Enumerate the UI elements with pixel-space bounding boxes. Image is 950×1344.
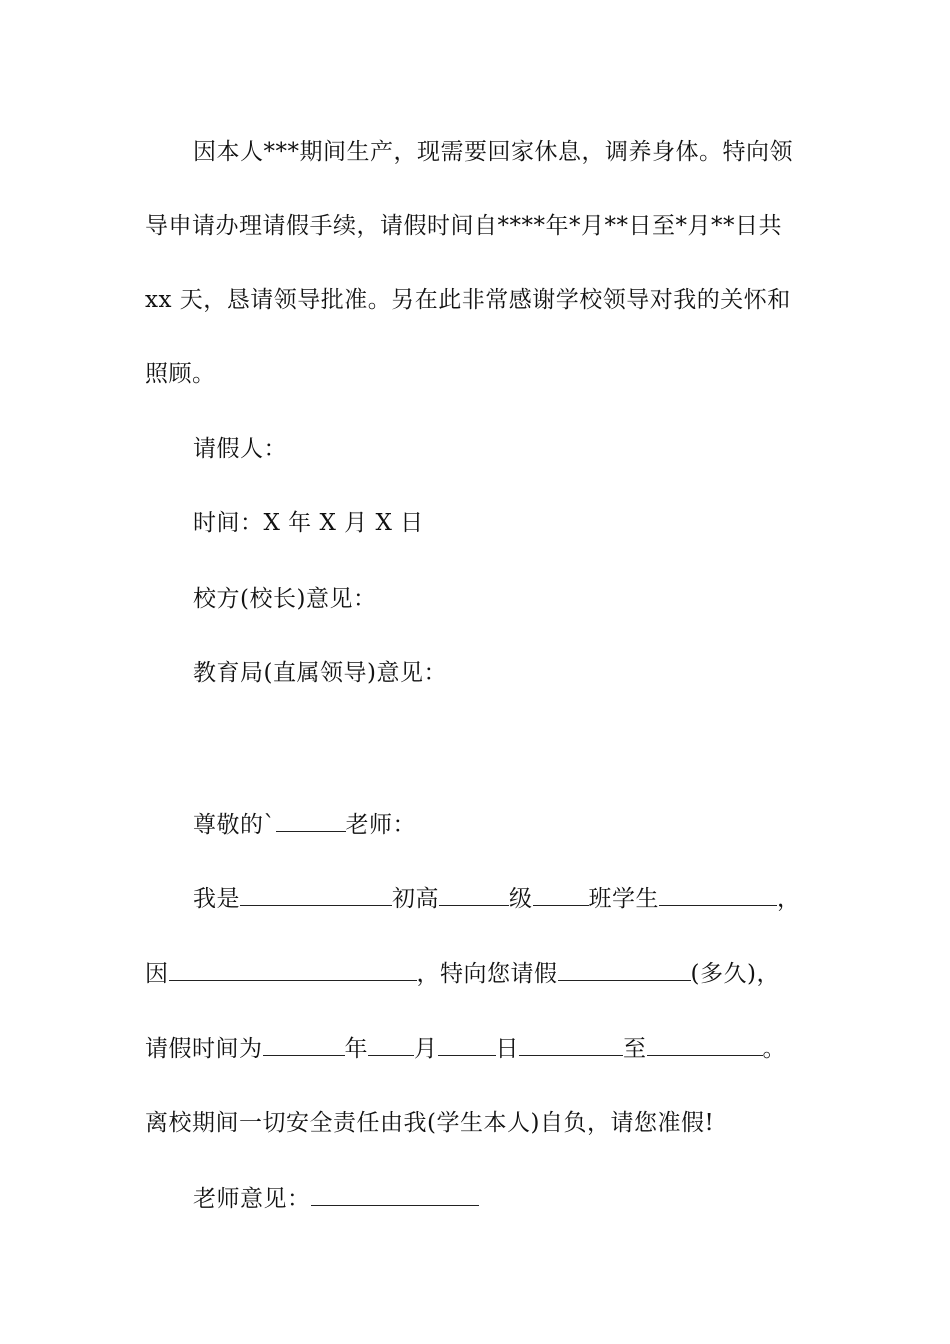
school-opinion-label: 校方(校长)意见： — [193, 586, 377, 612]
salutation-suffix: 老师： — [345, 812, 416, 838]
leave-time-line — [145, 1033, 815, 1064]
text-segment: 因 — [145, 961, 169, 987]
text-segment: 我是 — [193, 886, 240, 912]
text-segment: ， — [777, 886, 801, 912]
student-name-blank[interactable] — [659, 883, 777, 906]
text-segment: 班学生 — [588, 886, 659, 912]
class-blank[interactable] — [533, 883, 589, 906]
end-blank[interactable] — [647, 1033, 763, 1056]
grade-blank[interactable] — [439, 883, 509, 906]
text-segment: (多久)， — [690, 961, 780, 987]
date-line: 时间：X 年 X 月 X 日 — [193, 510, 424, 536]
school-name-blank[interactable] — [240, 883, 392, 906]
text-segment: 月 — [414, 1036, 438, 1062]
duration-blank[interactable] — [558, 958, 691, 981]
teacher-opinion-blank[interactable] — [311, 1183, 479, 1206]
teacher-opinion-label: 老师意见： — [193, 1186, 311, 1212]
paragraph-line: 照顾。 — [145, 361, 216, 387]
bureau-opinion-label: 教育局(直属领导)意见： — [193, 660, 447, 686]
year-blank[interactable] — [263, 1033, 345, 1056]
start-blank[interactable] — [519, 1033, 623, 1056]
salutation-prefix: 尊敬的` — [193, 812, 276, 838]
reason-line — [145, 958, 815, 989]
paragraph-line: 导申请办理请假手续，请假时间自****年*月**日至*月**日共 — [145, 213, 782, 239]
applicant-label: 请假人： — [193, 436, 287, 462]
text-segment: 。 — [762, 1036, 786, 1062]
text-segment: 级 — [509, 886, 533, 912]
month-blank[interactable] — [368, 1033, 414, 1056]
salutation — [193, 809, 863, 840]
student-info-line — [193, 883, 863, 914]
paragraph-line: 因本人***期间生产，现需要回家休息，调养身体。特向领 — [193, 139, 793, 165]
text-segment: 至 — [623, 1036, 647, 1062]
responsibility-line: 离校期间一切安全责任由我(学生本人)自负，请您准假! — [145, 1110, 715, 1136]
teacher-opinion-line — [193, 1183, 863, 1214]
text-segment: 请假时间为 — [145, 1036, 263, 1062]
text-segment: 初高 — [392, 886, 439, 912]
text-segment: 年 — [344, 1036, 368, 1062]
text-segment: ，特向您请假 — [416, 961, 558, 987]
paragraph-line: xx 天，恳请领导批准。另在此非常感谢学校领导对我的关怀和 — [145, 287, 791, 313]
day-blank[interactable] — [438, 1033, 496, 1056]
reason-blank[interactable] — [169, 958, 417, 981]
teacher-name-blank[interactable] — [276, 809, 346, 832]
text-segment: 日 — [495, 1036, 519, 1062]
